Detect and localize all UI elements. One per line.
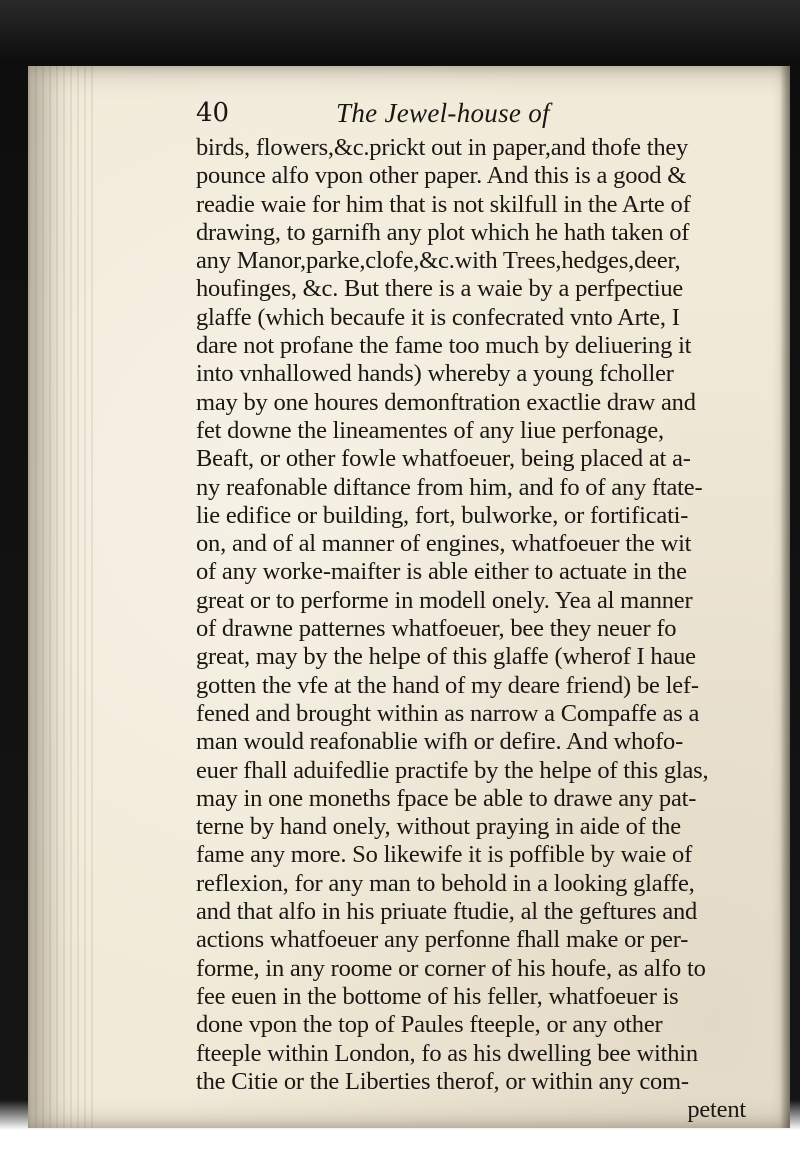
page-gutter — [28, 66, 98, 1128]
text-line: fened and brought within as narrow a Compaffe as a — [196, 699, 700, 727]
text-line: birds, flowers,&c.prickt out in paper,and thofe they — [196, 134, 689, 161]
text-line: readie waie for him that is not skilfull in the Arte of — [196, 190, 691, 218]
text-line: and that alfo in his priuate ftudie, al the geftures and — [196, 898, 698, 926]
text-line: fee euen in the bottome of his feller, whatfoeuer is — [196, 982, 679, 1010]
text-line: fame any more. So likewife it is poffible by waie of — [196, 841, 693, 869]
text-line: glaffe (which becaufe it is confecrated vnto Arte, I — [196, 303, 680, 331]
text-line: into vnhallowed hands) whereby a young fcholler — [196, 360, 674, 388]
text-line: great, may by the helpe of this glaffe (wherof I haue — [196, 643, 696, 671]
text-line: actions whatfoeuer any perfonne fhall make or per- — [196, 926, 689, 954]
text-line: drawing, to garnifh any plot which he hath taken of — [196, 218, 690, 246]
text-line: on, and of al manner of engines, whatfoeuer the wit — [196, 530, 692, 558]
text-line: dare not profane the fame too much by deliuering it — [196, 332, 692, 360]
running-title: The Jewel-house of — [336, 98, 550, 128]
text-line: great or to performe in modell onely. Yea al manner — [196, 586, 693, 614]
text-line: any Manor,parke,clofe,&c.with Trees,hedges,deer, — [196, 247, 681, 275]
body-text — [196, 134, 796, 1124]
page-header — [196, 98, 756, 138]
text-line: terne by hand onely, without praying in aide of the — [196, 813, 681, 841]
page-number: 40 — [196, 98, 230, 128]
text-line: pounce alfo vpon other paper. And this is a good & — [196, 162, 687, 190]
catchword: petent — [687, 1096, 746, 1124]
text-line: of drawne patternes whatfoeuer, bee they neuer fo — [196, 615, 677, 643]
text-line: houfinges, &c. But there is a waie by a perfpectiue — [196, 275, 684, 303]
text-line: Beaft, or other fowle whatfoeuer, being placed at a- — [196, 445, 691, 473]
text-line: of any worke-maifter is able either to actuate in the — [196, 558, 687, 586]
text-line: reflexion, for any man to behold in a looking glaffe, — [196, 869, 695, 897]
text-line: fet downe the lineamentes of any liue perfonage, — [196, 416, 664, 444]
text-line: lie edifice or building, fort, bulworke, or fortificati- — [196, 501, 689, 529]
text-line: ny reafonable diftance from him, and fo of any ftate- — [196, 473, 703, 501]
text-line: the Citie or the Liberties therof, or within any com- — [196, 1067, 689, 1095]
text-line: euer fhall aduifedlie practife by the helpe of this glas, — [196, 756, 709, 784]
text-line: fteeple within London, fo as his dwelling bee within — [196, 1039, 698, 1067]
text-line: gotten the vfe at the hand of my deare friend) be lef- — [196, 671, 699, 699]
text-line: done vpon the top of Paules fteeple, or any other — [196, 1011, 663, 1039]
text-line: forme, in any roome or corner of his houfe, as alfo to — [196, 954, 706, 982]
text-line: may by one houres demonftration exactlie draw and — [196, 388, 696, 416]
text-line: man would reafonablie wifh or defire. And whofo- — [196, 728, 684, 756]
text-line: may in one moneths fpace be able to drawe any pat- — [196, 784, 697, 812]
